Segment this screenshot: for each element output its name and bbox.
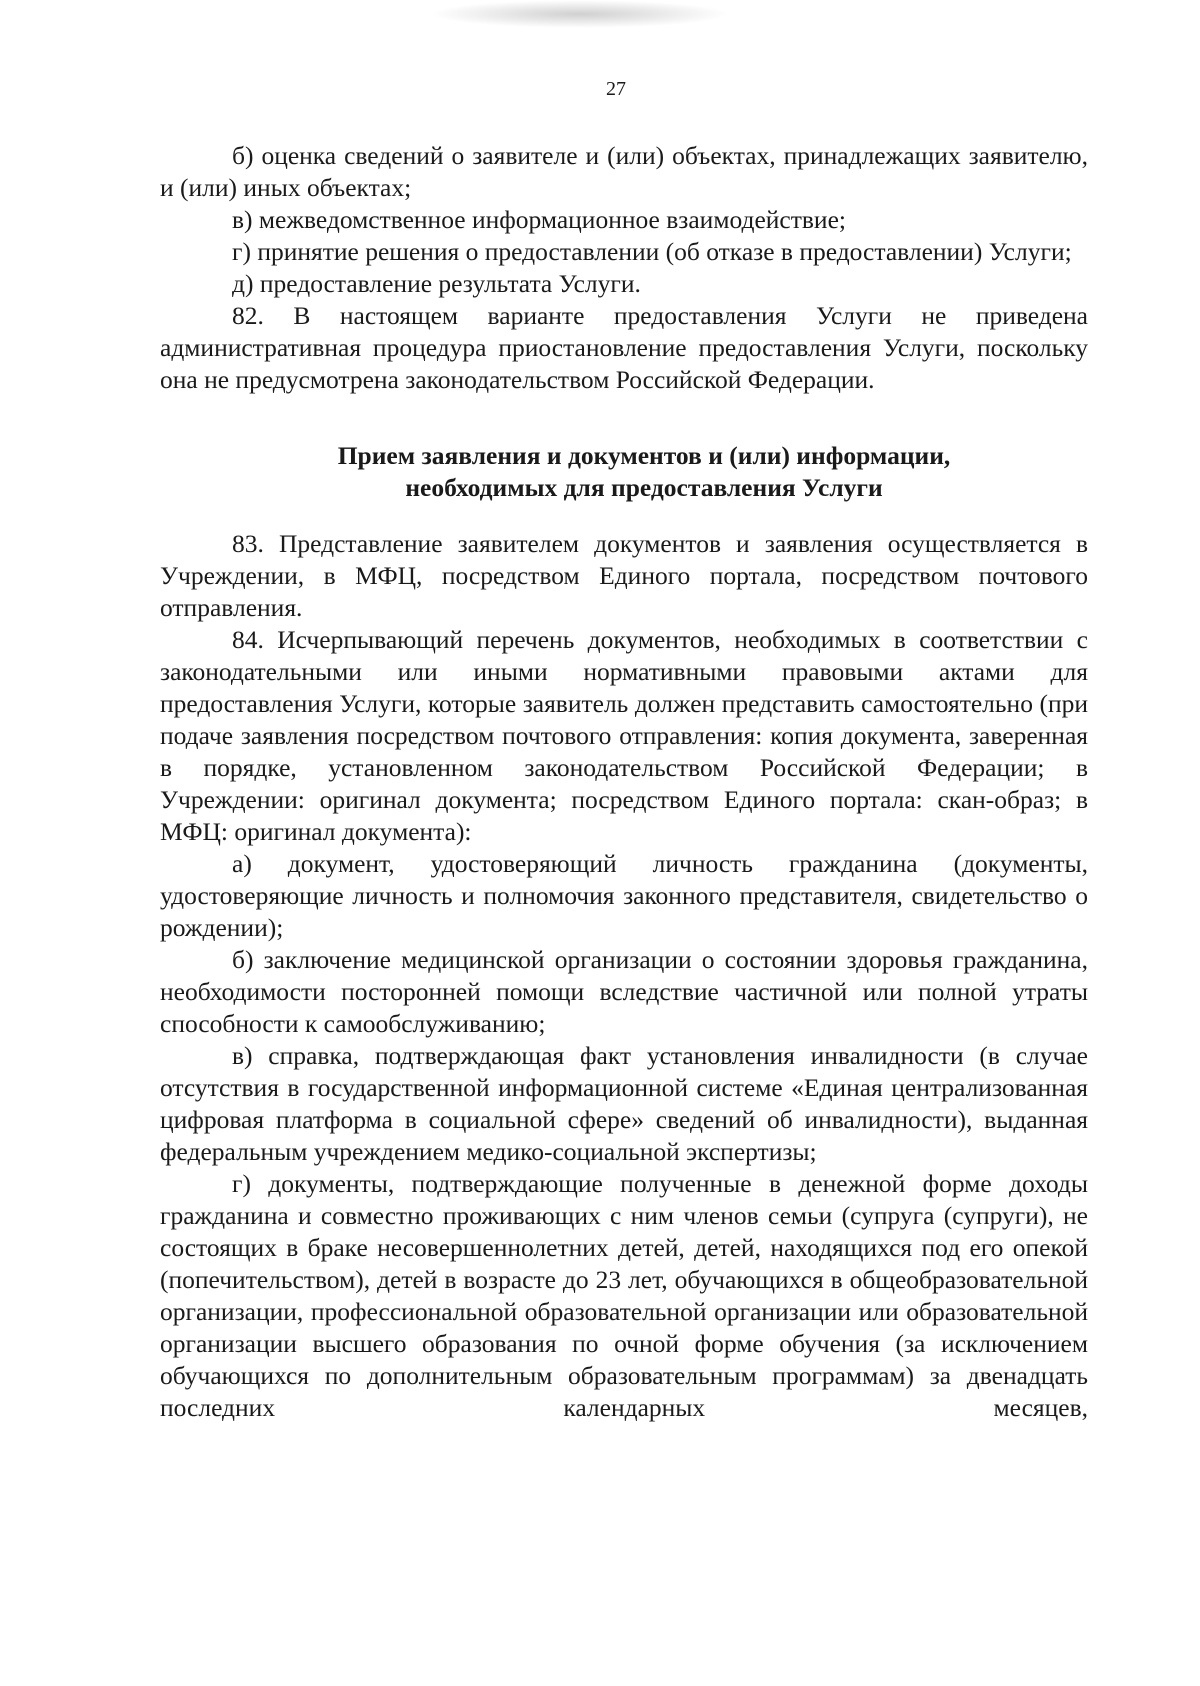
paragraph-item-g: г) принятие решения о предоставлении (об отказе в предоставлении) Услуги;	[232, 237, 1072, 266]
section-heading-line-2: необходимых для предоставления Услуги	[405, 473, 883, 502]
paragraph-82: 82. В настоящем варианте предоставления Услуги не приведена административная процедура приостановление предоставления Услуги, поскольку она не предусмотрена законодательством Российской Федерации.	[160, 301, 1088, 394]
scan-artifact	[430, 0, 730, 28]
paragraph-item-v: в) межведомственное информационное взаимодействие;	[232, 205, 846, 234]
paragraph-84: 84. Исчерпывающий перечень документов, необходимых в соответствии с законодательными или иными нормативными правовыми актами для предоставления Услуги, которые заявитель должен представить самостоятельно (при подаче заявления посредством почтового отправления: копия документа, заверенная в порядке, установленном законодательством Российской Федерации; в Учреждении: оригинал документа; посредством Единого портала: скан-образ; в МФЦ: оригинал документа):	[160, 625, 1088, 846]
paragraph-item-b: б) оценка сведений о заявителе и (или) объектах, принадлежащих заявителю, и (или) иных объектах;	[160, 141, 1088, 202]
paragraph-84-v: в) справка, подтверждающая факт установления инвалидности (в случае отсутствия в государственной информационной системе «Единая централизованная цифровая платформа в социальной сфере» сведений об инвалидности), выданная федеральным учреждением медико-социальной экспертизы;	[160, 1041, 1088, 1166]
paragraph-83: 83. Представление заявителем документов и заявления осуществляется в Учреждении, в МФЦ, посредством Единого портала, посредством почтового отправления.	[160, 529, 1088, 622]
document-body	[160, 140, 1088, 1424]
section-heading-line-1: Прием заявления и документов и (или) информации,	[337, 441, 951, 470]
section-heading	[200, 440, 1088, 504]
paragraph-84-g: г) документы, подтверждающие полученные в денежной форме доходы гражданина и совместно проживающих с ним членов семьи (супруга (супруги), не состоящих в браке несовершеннолетних детей, детей, находящихся под его опекой (попечительством), детей в возрасте до 23 лет, обучающихся в общеобразовательной организации, профессиональной образовательной организации или образовательной организации высшего образования по очной форме обучения (за исключением обучающихся по дополнительным образовательным программам) за двенадцать последних календарных месяцев,	[160, 1169, 1088, 1422]
paragraph-84-b: б) заключение медицинской организации о состоянии здоровья гражданина, необходимости посторонней помощи вследствие частичной или полной утраты способности к самообслуживанию;	[160, 945, 1088, 1038]
paragraph-84-a: а) документ, удостоверяющий личность гражданина (документы, удостоверяющие личность и полномочия законного представителя, свидетельство о рождении);	[160, 849, 1088, 942]
page-number: 27	[606, 78, 626, 100]
paragraph-item-d: д) предоставление результата Услуги.	[232, 269, 641, 298]
